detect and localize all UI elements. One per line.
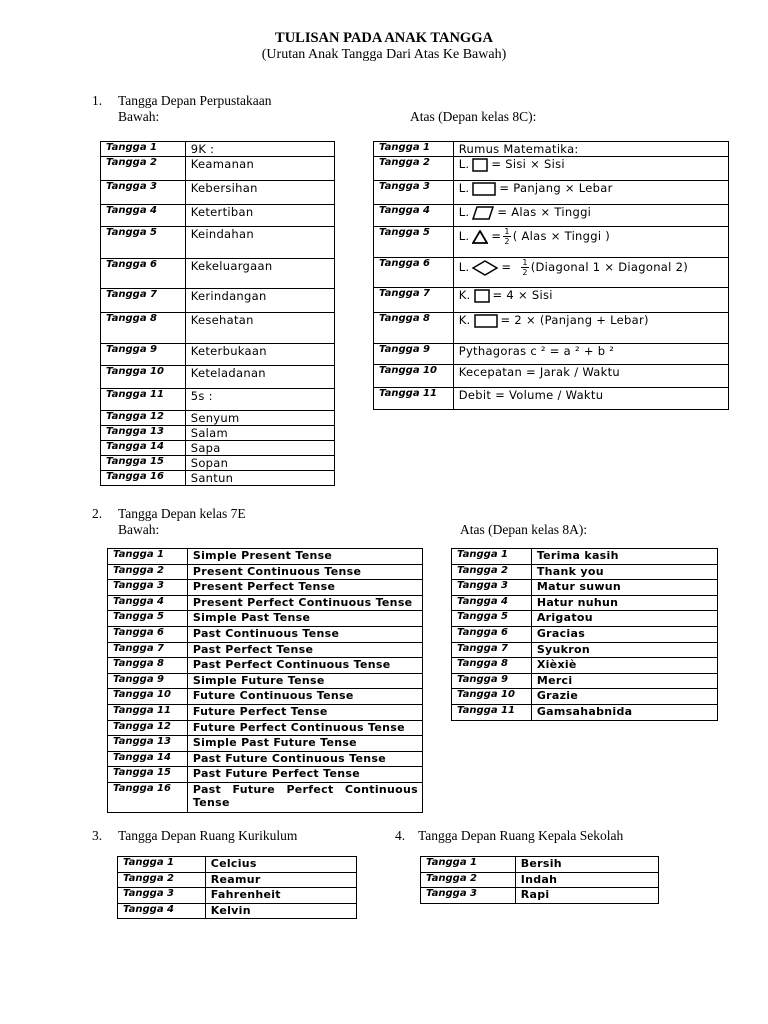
row-value: Gamsahabnida (531, 704, 717, 720)
row-value: 9K : (185, 142, 334, 157)
fraction: $\frac{1}{2}$ (522, 258, 528, 277)
table-row (452, 658, 718, 674)
table-row (374, 142, 729, 157)
table-row (108, 704, 423, 720)
row-value: Future Perfect Tense (187, 704, 422, 720)
row-value: Keterbukaan (185, 344, 334, 366)
row-key: Tangga 1 (452, 549, 532, 565)
row-value: Thank you (531, 564, 717, 580)
row-value: Keindahan (185, 227, 334, 259)
row-key: Tangga 8 (101, 313, 186, 344)
row-value: Kebersihan (185, 181, 334, 205)
row-value: Present Continuous Tense (187, 564, 422, 580)
row-key: Tangga 3 (108, 580, 188, 596)
table-row (108, 689, 423, 705)
table-row (101, 411, 335, 426)
formula-rhombus-area: L. = $\frac{1}{2}$ (Diagonal 1 × Diagonal 2) (453, 258, 728, 288)
row-value: Sopan (185, 456, 334, 471)
table-row (101, 227, 335, 259)
row-key: Tangga 8 (374, 313, 454, 344)
row-key: Tangga 7 (374, 288, 454, 313)
table-row (374, 388, 729, 410)
row-value: Past Future Continuous Tense (187, 751, 422, 767)
table-row (452, 611, 718, 627)
row-value: Keteladanan (185, 366, 334, 389)
formula-rectangle-area: L. = Panjang × Lebar (453, 181, 728, 205)
row-value: Kesehatan (185, 313, 334, 344)
row-key: Tangga 4 (101, 205, 186, 227)
row-key: Tangga 9 (108, 673, 188, 689)
table-row (108, 673, 423, 689)
row-key: Tangga 10 (101, 366, 186, 389)
page-subtitle: (Urutan Anak Tangga Dari Atas Ke Bawah) (261, 47, 507, 62)
row-key: Tangga 6 (101, 259, 186, 289)
table-row (118, 903, 357, 919)
row-value: Indah (515, 872, 658, 888)
row-value: Matur suwun (531, 580, 717, 596)
row-value: Ketertiban (185, 205, 334, 227)
section-2-left-table (107, 548, 423, 813)
row-key: Tangga 11 (452, 704, 532, 720)
row-value: Syukron (531, 642, 717, 658)
table-row (374, 313, 729, 344)
row-value: Sapa (185, 441, 334, 456)
row-value: Gracias (531, 626, 717, 642)
formula-speed: Kecepatan = Jarak / Waktu (453, 365, 728, 388)
table-row (108, 626, 423, 642)
row-key: Tangga 6 (374, 258, 454, 288)
triangle-icon (472, 230, 488, 244)
row-key: Tangga 4 (118, 903, 206, 919)
table-row (421, 872, 659, 888)
section-1-number: 1. (92, 93, 103, 108)
row-value: Simple Past Future Tense (187, 736, 422, 752)
row-value: Kekeluargaan (185, 259, 334, 289)
section-2-left-label: Bawah: (118, 522, 160, 537)
row-key: Tangga 2 (101, 157, 186, 181)
row-value: Rapi (515, 888, 658, 904)
formula-debit: Debit = Volume / Waktu (453, 388, 728, 410)
row-key: Tangga 6 (108, 626, 188, 642)
table-row (101, 471, 335, 486)
row-value: Celcius (205, 857, 356, 873)
table-row (101, 389, 335, 411)
table-row (452, 580, 718, 596)
formula-parallelogram-area: L. = Alas × Tinggi (453, 205, 728, 227)
fraction: $\frac{1}{2}$ (504, 227, 510, 246)
row-value: Past Perfect Continuous Tense (187, 658, 422, 674)
table-row (118, 872, 357, 888)
table-row (108, 782, 423, 812)
formula-triangle-area: L. = $\frac{1}{2}$ ( Alas × Tinggi ) (453, 227, 728, 258)
table-row (452, 704, 718, 720)
row-value: Grazie (531, 689, 717, 705)
row-value: Past Continuous Tense (187, 626, 422, 642)
row-value: Hatur nuhun (531, 595, 717, 611)
row-value: Arigatou (531, 611, 717, 627)
row-value: Past Future Perfect Continuous Tense (187, 782, 422, 812)
section-3-table (117, 856, 357, 919)
table-row (108, 751, 423, 767)
table-row (118, 888, 357, 904)
row-value: Future Perfect Continuous Tense (187, 720, 422, 736)
table-row (374, 157, 729, 181)
row-key: Tangga 1 (421, 857, 516, 873)
row-key: Tangga 12 (108, 720, 188, 736)
row-value: Fahrenheit (205, 888, 356, 904)
table-row (108, 611, 423, 627)
row-value: Past Perfect Tense (187, 642, 422, 658)
formula-square-perimeter: K. = 4 × Sisi (453, 288, 728, 313)
row-key: Tangga 16 (108, 782, 188, 812)
row-key: Tangga 10 (452, 689, 532, 705)
row-key: Tangga 3 (101, 181, 186, 205)
row-key: Tangga 11 (374, 388, 454, 410)
table-row (108, 549, 423, 565)
table-row (101, 142, 335, 157)
formula-pythagoras: Pythagoras c ² = a ² + b ² (453, 344, 728, 365)
row-key: Tangga 1 (108, 549, 188, 565)
row-key: Tangga 10 (374, 365, 454, 388)
table-row (452, 549, 718, 565)
row-key: Tangga 4 (374, 205, 454, 227)
formula-rectangle-perimeter: K. = 2 × (Panjang + Lebar) (453, 313, 728, 344)
rectangle-icon (472, 182, 496, 196)
row-key: Tangga 10 (108, 689, 188, 705)
table-row (452, 689, 718, 705)
row-key: Tangga 1 (374, 142, 454, 157)
row-value: Merci (531, 673, 717, 689)
table-row (374, 227, 729, 258)
row-key: Tangga 2 (421, 872, 516, 888)
table-row (108, 595, 423, 611)
row-key: Tangga 15 (101, 456, 186, 471)
table-row (452, 564, 718, 580)
table-row (101, 456, 335, 471)
row-key: Tangga 14 (108, 751, 188, 767)
row-key: Tangga 14 (101, 441, 186, 456)
rhombus-icon (472, 260, 498, 276)
row-key: Tangga 4 (108, 595, 188, 611)
row-key: Tangga 7 (452, 642, 532, 658)
row-value: Senyum (185, 411, 334, 426)
row-value: Past Future Perfect Tense (187, 767, 422, 783)
parallelogram-icon (472, 206, 494, 220)
row-key: Tangga 11 (101, 389, 186, 411)
rectangle-icon (474, 314, 498, 328)
row-value: Xièxiè (531, 658, 717, 674)
table-row (374, 365, 729, 388)
table-row (452, 673, 718, 689)
table-row (101, 289, 335, 313)
section-2-heading: Tangga Depan kelas 7E (118, 506, 246, 521)
table-row (108, 720, 423, 736)
table-row (101, 344, 335, 366)
row-key: Tangga 3 (452, 580, 532, 596)
formula-square-area: L. = Sisi × Sisi (453, 157, 728, 181)
section-1-right-label: Atas (Depan kelas 8C): (410, 109, 537, 124)
row-key: Tangga 3 (421, 888, 516, 904)
section-1-heading: Tangga Depan Perpustakaan (118, 93, 272, 108)
section-2-right-label: Atas (Depan kelas 8A): (460, 522, 588, 537)
row-value: Simple Past Tense (187, 611, 422, 627)
table-row (421, 888, 659, 904)
section-4-table (420, 856, 659, 904)
page-title: TULISAN PADA ANAK TANGGA (275, 30, 493, 46)
row-value: Kelvin (205, 903, 356, 919)
table-row (452, 595, 718, 611)
table-row (108, 642, 423, 658)
row-key: Tangga 3 (118, 888, 206, 904)
row-value: Future Continuous Tense (187, 689, 422, 705)
table-row (374, 344, 729, 365)
table-row (108, 564, 423, 580)
row-key: Tangga 16 (101, 471, 186, 486)
row-value: Bersih (515, 857, 658, 873)
row-key: Tangga 15 (108, 767, 188, 783)
row-key: Tangga 13 (101, 426, 186, 441)
row-value: Terima kasih (531, 549, 717, 565)
row-key: Tangga 5 (101, 227, 186, 259)
table-row (101, 313, 335, 344)
row-key: Tangga 2 (452, 564, 532, 580)
row-key: Tangga 5 (374, 227, 454, 258)
row-key: Tangga 2 (374, 157, 454, 181)
table-row (452, 626, 718, 642)
row-value: Simple Future Tense (187, 673, 422, 689)
table-row (421, 857, 659, 873)
table-row (101, 157, 335, 181)
section-4-heading: Tangga Depan Ruang Kepala Sekolah (418, 828, 624, 843)
row-key: Tangga 13 (108, 736, 188, 752)
row-key: Tangga 3 (374, 181, 454, 205)
row-value: Simple Present Tense (187, 549, 422, 565)
row-value: 5s : (185, 389, 334, 411)
row-value: Kerindangan (185, 289, 334, 313)
table-row (108, 580, 423, 596)
row-value: Salam (185, 426, 334, 441)
table-row (452, 642, 718, 658)
formula-heading: Rumus Matematika: (453, 142, 728, 157)
table-row (374, 181, 729, 205)
row-key: Tangga 2 (108, 564, 188, 580)
row-key: Tangga 6 (452, 626, 532, 642)
table-row (101, 426, 335, 441)
section-4-number: 4. (395, 828, 406, 843)
row-key: Tangga 9 (452, 673, 532, 689)
section-3-heading: Tangga Depan Ruang Kurikulum (118, 828, 298, 843)
row-key: Tangga 7 (108, 642, 188, 658)
row-key: Tangga 8 (452, 658, 532, 674)
square-icon (472, 158, 488, 172)
table-row (101, 205, 335, 227)
row-key: Tangga 9 (374, 344, 454, 365)
row-value: Present Perfect Continuous Tense (187, 595, 422, 611)
table-row (101, 366, 335, 389)
row-key: Tangga 8 (108, 658, 188, 674)
section-1-right-table (373, 141, 729, 410)
table-row (374, 205, 729, 227)
table-row (101, 259, 335, 289)
table-row (108, 658, 423, 674)
table-row (108, 767, 423, 783)
section-1-left-table (100, 141, 335, 486)
row-key: Tangga 7 (101, 289, 186, 313)
section-3-number: 3. (92, 828, 103, 843)
table-row (108, 736, 423, 752)
row-value: Reamur (205, 872, 356, 888)
table-row (374, 258, 729, 288)
row-key: Tangga 5 (108, 611, 188, 627)
square-icon (474, 289, 490, 303)
row-key: Tangga 12 (101, 411, 186, 426)
row-key: Tangga 5 (452, 611, 532, 627)
row-value: Present Perfect Tense (187, 580, 422, 596)
row-key: Tangga 1 (101, 142, 186, 157)
row-key: Tangga 4 (452, 595, 532, 611)
table-row (118, 857, 357, 873)
row-key: Tangga 11 (108, 704, 188, 720)
row-key: Tangga 2 (118, 872, 206, 888)
row-value: Keamanan (185, 157, 334, 181)
section-2-right-table (451, 548, 718, 721)
row-value: Santun (185, 471, 334, 486)
section-1-left-label: Bawah: (118, 109, 160, 124)
row-key: Tangga 1 (118, 857, 206, 873)
table-row (101, 181, 335, 205)
row-key: Tangga 9 (101, 344, 186, 366)
section-2-number: 2. (92, 506, 103, 521)
table-row (101, 441, 335, 456)
table-row (374, 288, 729, 313)
